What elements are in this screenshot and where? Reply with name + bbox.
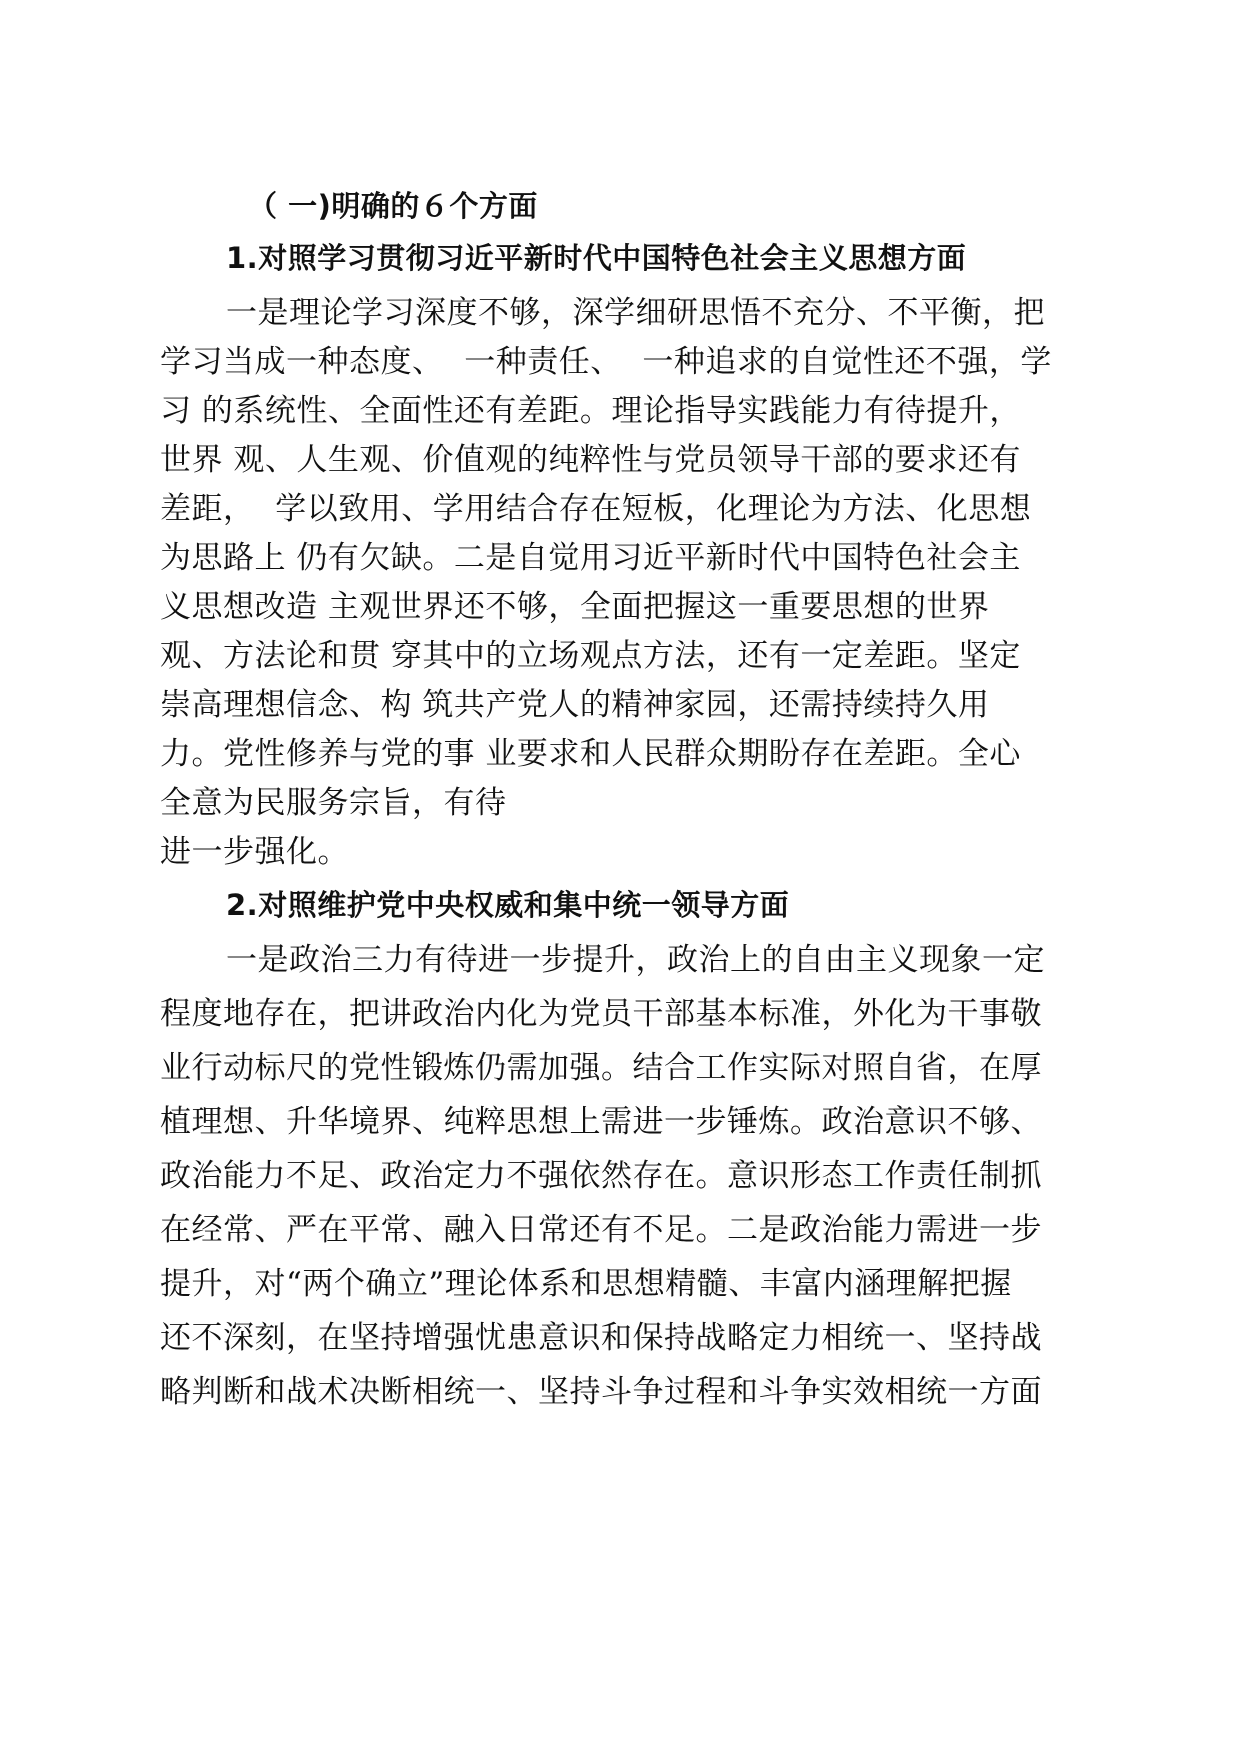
- paragraph-2-line: 一是政治三力有待进一步提升，政治上的自由主义现象一定: [226, 942, 1045, 978]
- paragraph-1-line: 为思路上 仍有欠缺。二是自觉用习近平新时代中国特色社会主: [160, 540, 1021, 576]
- subsection-2-heading: 2.对照维护党中央权威和集中统一领导方面: [226, 888, 790, 922]
- paragraph-1-line: 进一步强化。: [160, 834, 349, 870]
- paragraph-2-line: 在经常、严在平常、融入日常还有不足。二是政治能力需进一步: [160, 1212, 1042, 1248]
- paragraph-1-line: 全意为民服务宗旨，有待: [160, 785, 507, 821]
- paragraph-2-line: 植理想、升华境界、纯粹思想上需进一步锤炼。政治意识不够、: [160, 1104, 1042, 1140]
- paragraph-2-line: 提升，对“两个确立”理论体系和思想精髓、丰富内涵理解把握: [160, 1266, 1012, 1302]
- paragraph-1-line: 习 的系统性、全面性还有差距。理论指导实践能力有待提升，: [160, 393, 1021, 429]
- paragraph-2-line: 程度地存在，把讲政治内化为党员干部基本标准，外化为干事敬: [160, 996, 1042, 1032]
- section-heading: （ 一)明确的６个方面: [248, 189, 538, 223]
- paragraph-2-line: 略判断和战术决断相统一、坚持斗争过程和斗争实效相统一方面: [160, 1374, 1042, 1410]
- paragraph-1-line: 义思想改造 主观世界还不够，全面把握这一重要思想的世界: [160, 589, 990, 625]
- paragraph-1-line: 世界 观、人生观、价值观的纯粹性与党员领导干部的要求还有: [160, 442, 1021, 478]
- paragraph-2-line: 业行动标尺的党性锻炼仍需加强。结合工作实际对照自省，在厚: [160, 1050, 1042, 1086]
- paragraph-1-line: 力。党性修养与党的事 业要求和人民群众期盼存在差距。全心: [160, 736, 1021, 772]
- paragraph-1-line: 学习当成一种态度、 一种责任、 一种追求的自觉性还不强，学: [160, 344, 1052, 380]
- paragraph-1-line: 一是理论学习深度不够，深学细研思悟不充分、不平衡，把: [226, 295, 1045, 331]
- paragraph-2-line: 政治能力不足、政治定力不强依然存在。意识形态工作责任制抓: [160, 1158, 1042, 1194]
- paragraph-1-line: 差距， 学以致用、学用结合存在短板，化理论为方法、化思想: [160, 491, 1032, 527]
- subsection-1-heading: 1.对照学习贯彻习近平新时代中国特色社会主义思想方面: [226, 241, 967, 275]
- paragraph-1-line: 观、方法论和贯 穿其中的立场观点方法，还有一定差距。坚定: [160, 638, 1021, 674]
- paragraph-1-line: 崇高理想信念、构 筑共产党人的精神家园，还需持续持久用: [160, 687, 990, 723]
- paragraph-2-line: 还不深刻，在坚持增强忧患意识和保持战略定力相统一、坚持战: [160, 1320, 1042, 1356]
